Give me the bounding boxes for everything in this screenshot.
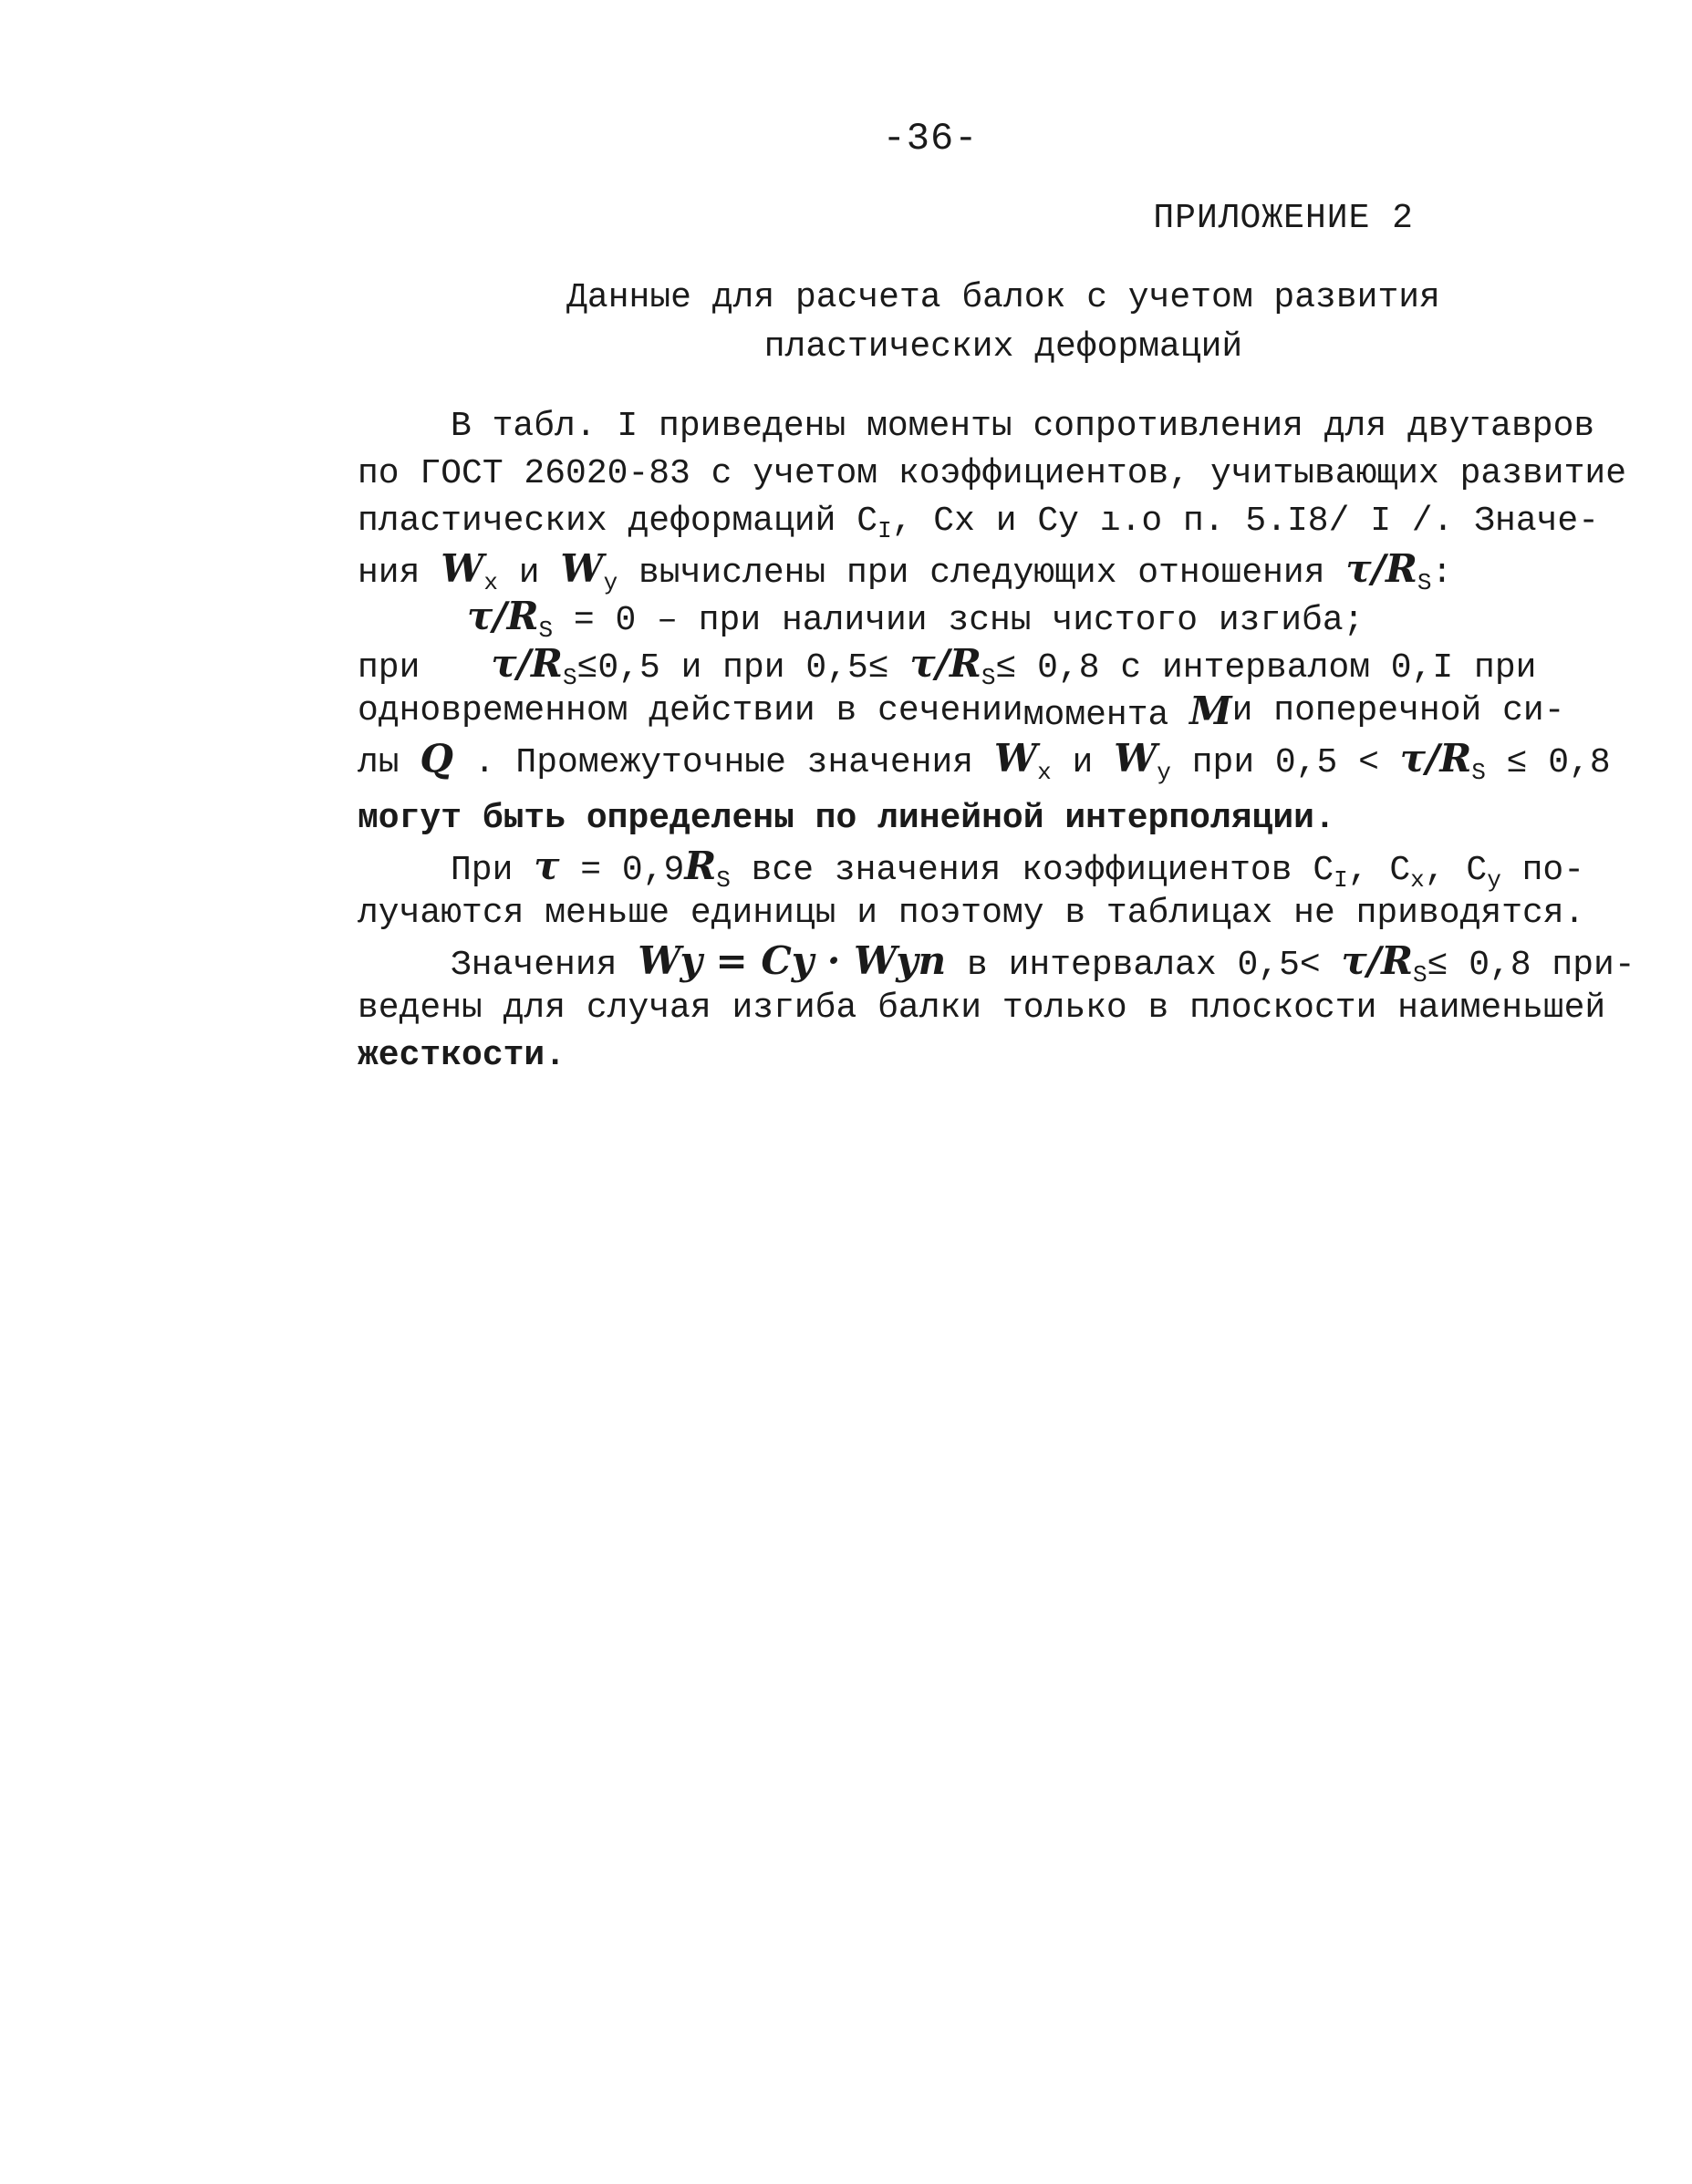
p3-line-2: лучаются меньше единицы и поэтому в таблицах не приводятся. <box>358 894 1585 933</box>
page-number: -36- <box>882 117 979 160</box>
p2-line-3 <box>358 688 1565 735</box>
p2-line-3-text-c: и поперечной си- <box>1231 691 1565 730</box>
p1-line-3 <box>358 498 1600 545</box>
p1-line-4-text-c: вычислены при следующих отношения <box>618 554 1346 593</box>
p2-line-2-text-c: ≤0,5 и при 0,5≤ <box>576 648 910 688</box>
tau-ratio-sub: S <box>1471 759 1486 786</box>
tau-ratio-symbol: τ/R <box>467 594 539 638</box>
p2-line-1 <box>358 593 1534 644</box>
p2-line-4-text-e: ≤ 0,8 <box>1485 743 1611 782</box>
p4-line-1-text-a: Значения <box>451 946 638 985</box>
c-sub-y: y <box>1487 866 1501 894</box>
title-line-2: пластических деформаций <box>763 327 1243 367</box>
tau-ratio-symbol: τ/R <box>909 641 981 686</box>
p4-line-2: ведены для случая изгиба балки только в плоскости наименьшей <box>358 988 1606 1028</box>
tau-ratio-symbol: τ/R <box>1399 736 1472 781</box>
p2-line-2-text-e: ≤ 0,8 с интервалом 0,I при <box>995 648 1537 688</box>
p1-line-2: по ГОСТ 26020-83 с учетом коэффициентов, учитывающих развитие <box>358 454 1627 493</box>
tau-ratio-symbol: τ/R <box>491 641 563 686</box>
p3-line-1-text-e: , C <box>1424 851 1488 890</box>
p3-line-1-text-b: = 0,9 <box>559 851 685 890</box>
p1-line-4-text-d: : <box>1431 554 1453 593</box>
tau-ratio-sub: S <box>562 664 577 691</box>
p2-line-1-text: = 0 – при наличии зсны чистого изгиба; <box>553 601 1365 640</box>
tau-ratio-sub: S <box>538 616 554 644</box>
wy-formula: Wy = Cy · Wyn <box>638 938 947 983</box>
p3-line-1-text-c: все значения коэффициентов C <box>730 851 1334 890</box>
p2-line-4-text-d: при 0,5 < <box>1170 743 1400 782</box>
p2-line-4 <box>358 735 1611 786</box>
p4-line-1-text-b: в интервалах 0,5< <box>946 946 1342 985</box>
p3-line-1-text-f: по- <box>1500 851 1585 890</box>
p2-line-5: могут быть определены по линейной интерполяции. <box>358 799 1335 838</box>
wx-sub: x <box>1037 759 1052 786</box>
p2-line-3-text-a: одновременном действии в сечении <box>358 691 1023 730</box>
wx-symbol: W <box>441 546 484 591</box>
p1-line-4 <box>358 545 1534 596</box>
tau-ratio-sub: S <box>1417 569 1432 596</box>
p4-line-3: жесткости. <box>358 1036 566 1075</box>
section-title <box>547 274 1459 372</box>
tau-ratio-symbol: τ/R <box>1345 546 1417 591</box>
p2-line-2 <box>358 640 1537 691</box>
wy-symbol: W <box>1114 736 1157 781</box>
p3-line-1-text-d: , C <box>1347 851 1411 890</box>
p1-line-4-text-a: ния <box>358 554 441 593</box>
p1-line-3-text-a: пластических деформаций C <box>358 502 878 541</box>
p2-line-4-text-b: . Промежуточные значения <box>453 743 994 782</box>
tau-ratio-symbol: τ/R <box>1341 938 1413 983</box>
wy-sub: y <box>603 569 618 596</box>
p1-line-1: В табл. I приведены моменты сопротивления для двутавров <box>451 407 1595 446</box>
tau-ratio-sub: S <box>981 664 996 691</box>
rs-symbol: R <box>684 844 717 888</box>
p2-line-4-text-c: и <box>1051 743 1115 782</box>
p3-line-1 <box>358 843 1585 894</box>
rs-sub: S <box>716 866 731 894</box>
p4-line-1-text-c: ≤ 0,8 при- <box>1427 946 1635 985</box>
tau-ratio-sub: S <box>1413 961 1427 988</box>
c-sub-x: x <box>1410 866 1425 894</box>
shear-force-symbol: Q <box>420 736 454 781</box>
p2-line-2-text-a: при <box>358 648 420 688</box>
p1-line-3-text-b: , Cx и Cy ı.o п. 5.I8/ I /. Значе- <box>891 502 1600 541</box>
p3-line-1-text-a: При <box>451 851 535 890</box>
p4-line-1 <box>358 937 1635 988</box>
moment-symbol: M <box>1189 688 1232 733</box>
tau-symbol: τ <box>534 844 560 888</box>
body-text <box>358 403 1635 1080</box>
p1-line-3-sub: I <box>877 517 892 544</box>
wx-sub: x <box>483 569 498 596</box>
wy-sub: y <box>1157 759 1171 786</box>
appendix-label: ПРИЛОЖЕНИЕ 2 <box>1153 199 1414 238</box>
wx-symbol: W <box>993 736 1038 781</box>
p1-line-4-text-b: и <box>498 554 561 593</box>
wy-symbol: W <box>560 546 604 591</box>
p2-line-4-text-a: лы <box>358 743 420 782</box>
p2-line-3-moment <box>1023 688 1232 735</box>
title-line-1: Данные для расчета балок с учетом развития <box>566 278 1440 317</box>
p2-line-3-text-b: момента <box>1022 696 1190 735</box>
c-sub-i: I <box>1334 866 1348 894</box>
